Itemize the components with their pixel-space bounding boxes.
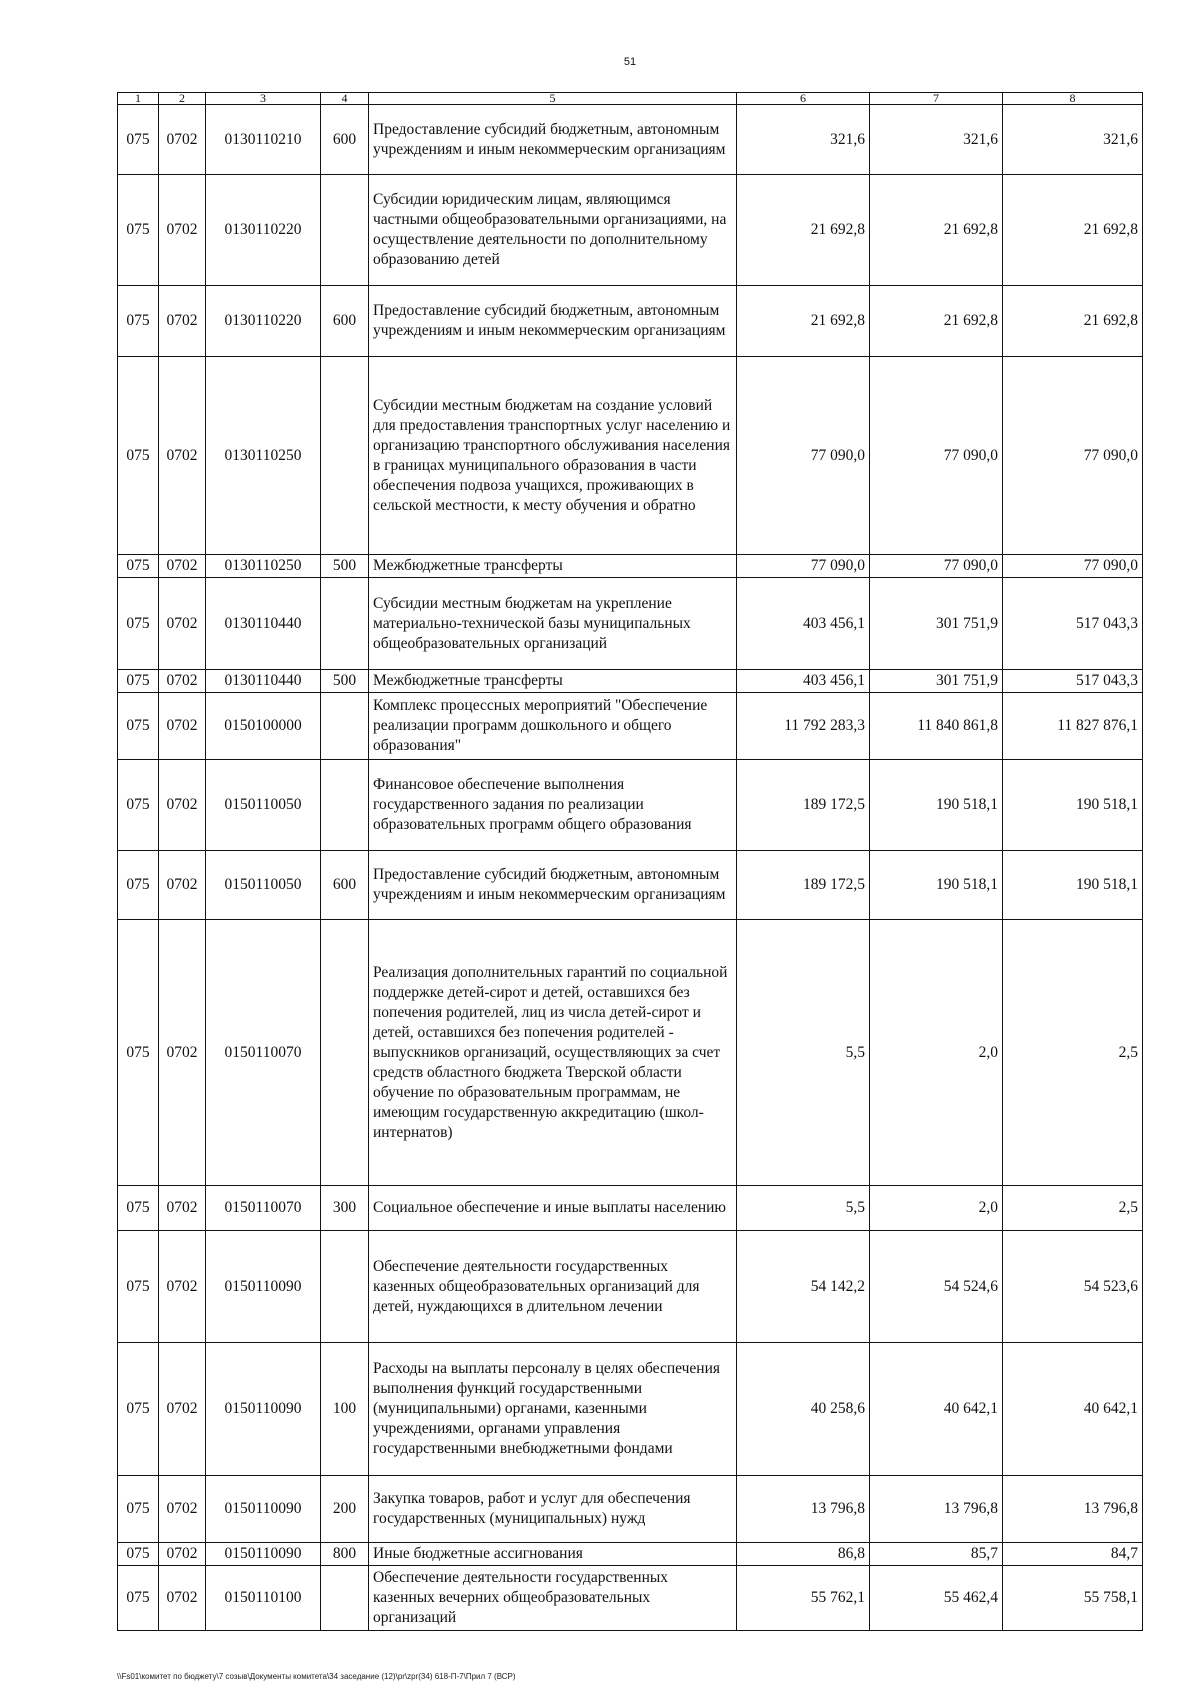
- cell-amount-year2: 2,0: [870, 1186, 1003, 1231]
- cell-amount-year1: 5,5: [737, 920, 870, 1186]
- column-number: 3: [206, 93, 321, 105]
- cell-section-code: 0702: [159, 105, 206, 175]
- cell-amount-year2: 85,7: [870, 1543, 1003, 1566]
- cell-description: Предоставление субсидий бюджетным, автономным учреждениям и иным некоммерческим организациям: [369, 851, 737, 920]
- cell-ministry-code: 075: [118, 760, 159, 851]
- cell-description: Комплекс процессных мероприятий "Обеспечение реализации программ дошкольного и общего образования": [369, 693, 737, 760]
- footer-file-path: \\Fs01\комитет по бюджету\7 созыв\Документы комитета\34 заседание (12)\pr\zpr(34) 618-П-7\Прил 7 (ВСР): [117, 1672, 516, 1681]
- cell-amount-year1: 77 090,0: [737, 555, 870, 578]
- cell-description: Предоставление субсидий бюджетным, автономным учреждениям и иным некоммерческим организациям: [369, 286, 737, 357]
- cell-amount-year1: 55 762,1: [737, 1566, 870, 1631]
- cell-ministry-code: 075: [118, 1476, 159, 1543]
- cell-amount-year3: 2,5: [1003, 920, 1143, 1186]
- cell-target-article: 0150110090: [206, 1543, 321, 1566]
- cell-target-article: 0130110440: [206, 670, 321, 693]
- cell-target-article: 0130110250: [206, 357, 321, 555]
- cell-amount-year3: 11 827 876,1: [1003, 693, 1143, 760]
- table-row: [118, 693, 1143, 760]
- cell-description: Расходы на выплаты персоналу в целях обеспечения выполнения функций государственными (муниципальными) органами, казенными учреждениями, органами управления государственными внебюджетными фондами: [369, 1343, 737, 1476]
- cell-section-code: 0702: [159, 286, 206, 357]
- cell-expense-type: 500: [321, 670, 369, 693]
- column-number: 2: [159, 93, 206, 105]
- cell-ministry-code: 075: [118, 1566, 159, 1631]
- cell-amount-year2: 77 090,0: [870, 357, 1003, 555]
- cell-target-article: 0150110090: [206, 1343, 321, 1476]
- cell-section-code: 0702: [159, 1343, 206, 1476]
- cell-amount-year2: 55 462,4: [870, 1566, 1003, 1631]
- cell-amount-year3: 517 043,3: [1003, 670, 1143, 693]
- cell-ministry-code: 075: [118, 555, 159, 578]
- cell-amount-year3: 517 043,3: [1003, 578, 1143, 670]
- cell-section-code: 0702: [159, 920, 206, 1186]
- cell-ministry-code: 075: [118, 357, 159, 555]
- column-number: 1: [118, 93, 159, 105]
- cell-description: Субсидии юридическим лицам, являющимся частными общеобразовательными организациями, на осуществление деятельности по дополнительному образованию детей: [369, 175, 737, 286]
- cell-description: Социальное обеспечение и иные выплаты населению: [369, 1186, 737, 1231]
- cell-amount-year1: 40 258,6: [737, 1343, 870, 1476]
- cell-amount-year3: 40 642,1: [1003, 1343, 1143, 1476]
- cell-target-article: 0150110100: [206, 1566, 321, 1631]
- cell-amount-year1: 54 142,2: [737, 1231, 870, 1343]
- cell-amount-year2: 40 642,1: [870, 1343, 1003, 1476]
- cell-section-code: 0702: [159, 578, 206, 670]
- cell-description: Реализация дополнительных гарантий по социальной поддержке детей-сирот и детей, оставшихся без попечения родителей, лиц из числа детей-сирот и детей, оставшихся без попечения родителей - выпускников организаций, осуществляющих за счет средств областного бюджета Тверской области обучение по образовательным программам, не имеющим государственную аккредитацию (школ-интернатов): [369, 920, 737, 1186]
- cell-amount-year3: 21 692,8: [1003, 286, 1143, 357]
- cell-target-article: 0150110090: [206, 1231, 321, 1343]
- column-number: 6: [737, 93, 870, 105]
- cell-amount-year3: 2,5: [1003, 1186, 1143, 1231]
- cell-ministry-code: 075: [118, 693, 159, 760]
- table-row: [118, 578, 1143, 670]
- table-row: [118, 1343, 1143, 1476]
- cell-amount-year2: 21 692,8: [870, 175, 1003, 286]
- cell-target-article: 0150110050: [206, 760, 321, 851]
- cell-amount-year1: 13 796,8: [737, 1476, 870, 1543]
- cell-amount-year1: 403 456,1: [737, 670, 870, 693]
- cell-amount-year1: 21 692,8: [737, 175, 870, 286]
- cell-expense-type: [321, 1231, 369, 1343]
- cell-amount-year2: 190 518,1: [870, 851, 1003, 920]
- cell-ministry-code: 075: [118, 286, 159, 357]
- cell-description: Субсидии местным бюджетам на создание условий для предоставления транспортных услуг населению и организацию транспортного обслуживания населения в границах муниципального образования в части обеспечения подвоза учащихся, проживающих в сельской местности, к месту обучения и обратно: [369, 357, 737, 555]
- budget-table: [117, 92, 1143, 1631]
- cell-expense-type: [321, 357, 369, 555]
- table-row: [118, 105, 1143, 175]
- cell-target-article: 0130110250: [206, 555, 321, 578]
- table-row: [118, 1543, 1143, 1566]
- cell-amount-year1: 5,5: [737, 1186, 870, 1231]
- cell-amount-year2: 54 524,6: [870, 1231, 1003, 1343]
- cell-section-code: 0702: [159, 760, 206, 851]
- cell-amount-year1: 77 090,0: [737, 357, 870, 555]
- cell-description: Финансовое обеспечение выполнения государственного задания по реализации образовательных программ общего образования: [369, 760, 737, 851]
- table-row: [118, 920, 1143, 1186]
- cell-expense-type: [321, 693, 369, 760]
- table-row: [118, 1231, 1143, 1343]
- cell-ministry-code: 075: [118, 105, 159, 175]
- cell-description: Субсидии местным бюджетам на укрепление материально-технической базы муниципальных общеобразовательных организаций: [369, 578, 737, 670]
- cell-amount-year3: 13 796,8: [1003, 1476, 1143, 1543]
- cell-amount-year2: 301 751,9: [870, 578, 1003, 670]
- cell-section-code: 0702: [159, 175, 206, 286]
- cell-ministry-code: 075: [118, 1231, 159, 1343]
- cell-description: Предоставление субсидий бюджетным, автономным учреждениям и иным некоммерческим организациям: [369, 105, 737, 175]
- cell-amount-year1: 189 172,5: [737, 851, 870, 920]
- cell-target-article: 0150110070: [206, 920, 321, 1186]
- cell-amount-year2: 77 090,0: [870, 555, 1003, 578]
- cell-description: Обеспечение деятельности государственных казенных вечерних общеобразовательных организаций: [369, 1566, 737, 1631]
- cell-ministry-code: 075: [118, 1186, 159, 1231]
- table-row: [118, 1186, 1143, 1231]
- cell-section-code: 0702: [159, 1543, 206, 1566]
- cell-ministry-code: 075: [118, 578, 159, 670]
- cell-amount-year1: 189 172,5: [737, 760, 870, 851]
- cell-amount-year3: 21 692,8: [1003, 175, 1143, 286]
- table-row: [118, 1566, 1143, 1631]
- column-number: 8: [1003, 93, 1143, 105]
- cell-amount-year2: 190 518,1: [870, 760, 1003, 851]
- cell-amount-year1: 86,8: [737, 1543, 870, 1566]
- cell-expense-type: 200: [321, 1476, 369, 1543]
- cell-section-code: 0702: [159, 1566, 206, 1631]
- cell-description: Обеспечение деятельности государственных казенных общеобразовательных организаций для детей, нуждающихся в длительном лечении: [369, 1231, 737, 1343]
- cell-description: Межбюджетные трансферты: [369, 670, 737, 693]
- cell-description: Иные бюджетные ассигнования: [369, 1543, 737, 1566]
- cell-amount-year3: 54 523,6: [1003, 1231, 1143, 1343]
- cell-section-code: 0702: [159, 1186, 206, 1231]
- cell-section-code: 0702: [159, 1231, 206, 1343]
- table-row: [118, 555, 1143, 578]
- cell-expense-type: 600: [321, 105, 369, 175]
- cell-expense-type: 500: [321, 555, 369, 578]
- cell-amount-year1: 403 456,1: [737, 578, 870, 670]
- cell-amount-year2: 2,0: [870, 920, 1003, 1186]
- cell-amount-year3: 55 758,1: [1003, 1566, 1143, 1631]
- cell-amount-year3: 77 090,0: [1003, 555, 1143, 578]
- table-row: [118, 851, 1143, 920]
- cell-expense-type: [321, 175, 369, 286]
- cell-expense-type: [321, 760, 369, 851]
- cell-target-article: 0150110050: [206, 851, 321, 920]
- cell-target-article: 0130110220: [206, 286, 321, 357]
- cell-ministry-code: 075: [118, 175, 159, 286]
- cell-section-code: 0702: [159, 851, 206, 920]
- cell-amount-year3: 84,7: [1003, 1543, 1143, 1566]
- cell-expense-type: 300: [321, 1186, 369, 1231]
- table-row: [118, 760, 1143, 851]
- cell-target-article: 0130110220: [206, 175, 321, 286]
- cell-target-article: 0130110210: [206, 105, 321, 175]
- cell-target-article: 0150110070: [206, 1186, 321, 1231]
- cell-section-code: 0702: [159, 670, 206, 693]
- cell-amount-year2: 11 840 861,8: [870, 693, 1003, 760]
- cell-target-article: 0150100000: [206, 693, 321, 760]
- cell-amount-year3: 190 518,1: [1003, 851, 1143, 920]
- cell-expense-type: [321, 1566, 369, 1631]
- table-row: [118, 286, 1143, 357]
- table-row: [118, 357, 1143, 555]
- page-number: 51: [623, 56, 637, 68]
- cell-amount-year2: 321,6: [870, 105, 1003, 175]
- cell-expense-type: 600: [321, 286, 369, 357]
- table-row: [118, 670, 1143, 693]
- cell-section-code: 0702: [159, 693, 206, 760]
- cell-ministry-code: 075: [118, 670, 159, 693]
- table-row: [118, 1476, 1143, 1543]
- cell-expense-type: [321, 920, 369, 1186]
- cell-expense-type: 100: [321, 1343, 369, 1476]
- cell-amount-year1: 321,6: [737, 105, 870, 175]
- cell-expense-type: 800: [321, 1543, 369, 1566]
- cell-amount-year2: 13 796,8: [870, 1476, 1003, 1543]
- cell-amount-year1: 11 792 283,3: [737, 693, 870, 760]
- cell-amount-year3: 190 518,1: [1003, 760, 1143, 851]
- cell-description: Закупка товаров, работ и услуг для обеспечения государственных (муниципальных) нужд: [369, 1476, 737, 1543]
- cell-section-code: 0702: [159, 357, 206, 555]
- cell-target-article: 0150110090: [206, 1476, 321, 1543]
- cell-expense-type: 600: [321, 851, 369, 920]
- cell-ministry-code: 075: [118, 851, 159, 920]
- cell-ministry-code: 075: [118, 920, 159, 1186]
- column-number-row: [118, 93, 1143, 105]
- cell-ministry-code: 075: [118, 1543, 159, 1566]
- cell-section-code: 0702: [159, 1476, 206, 1543]
- cell-amount-year1: 21 692,8: [737, 286, 870, 357]
- column-number: 5: [369, 93, 737, 105]
- cell-amount-year2: 21 692,8: [870, 286, 1003, 357]
- cell-amount-year2: 301 751,9: [870, 670, 1003, 693]
- cell-expense-type: [321, 578, 369, 670]
- table-row: [118, 175, 1143, 286]
- cell-description: Межбюджетные трансферты: [369, 555, 737, 578]
- cell-amount-year3: 77 090,0: [1003, 357, 1143, 555]
- column-number: 7: [870, 93, 1003, 105]
- cell-section-code: 0702: [159, 555, 206, 578]
- column-number: 4: [321, 93, 369, 105]
- cell-target-article: 0130110440: [206, 578, 321, 670]
- cell-amount-year3: 321,6: [1003, 105, 1143, 175]
- cell-ministry-code: 075: [118, 1343, 159, 1476]
